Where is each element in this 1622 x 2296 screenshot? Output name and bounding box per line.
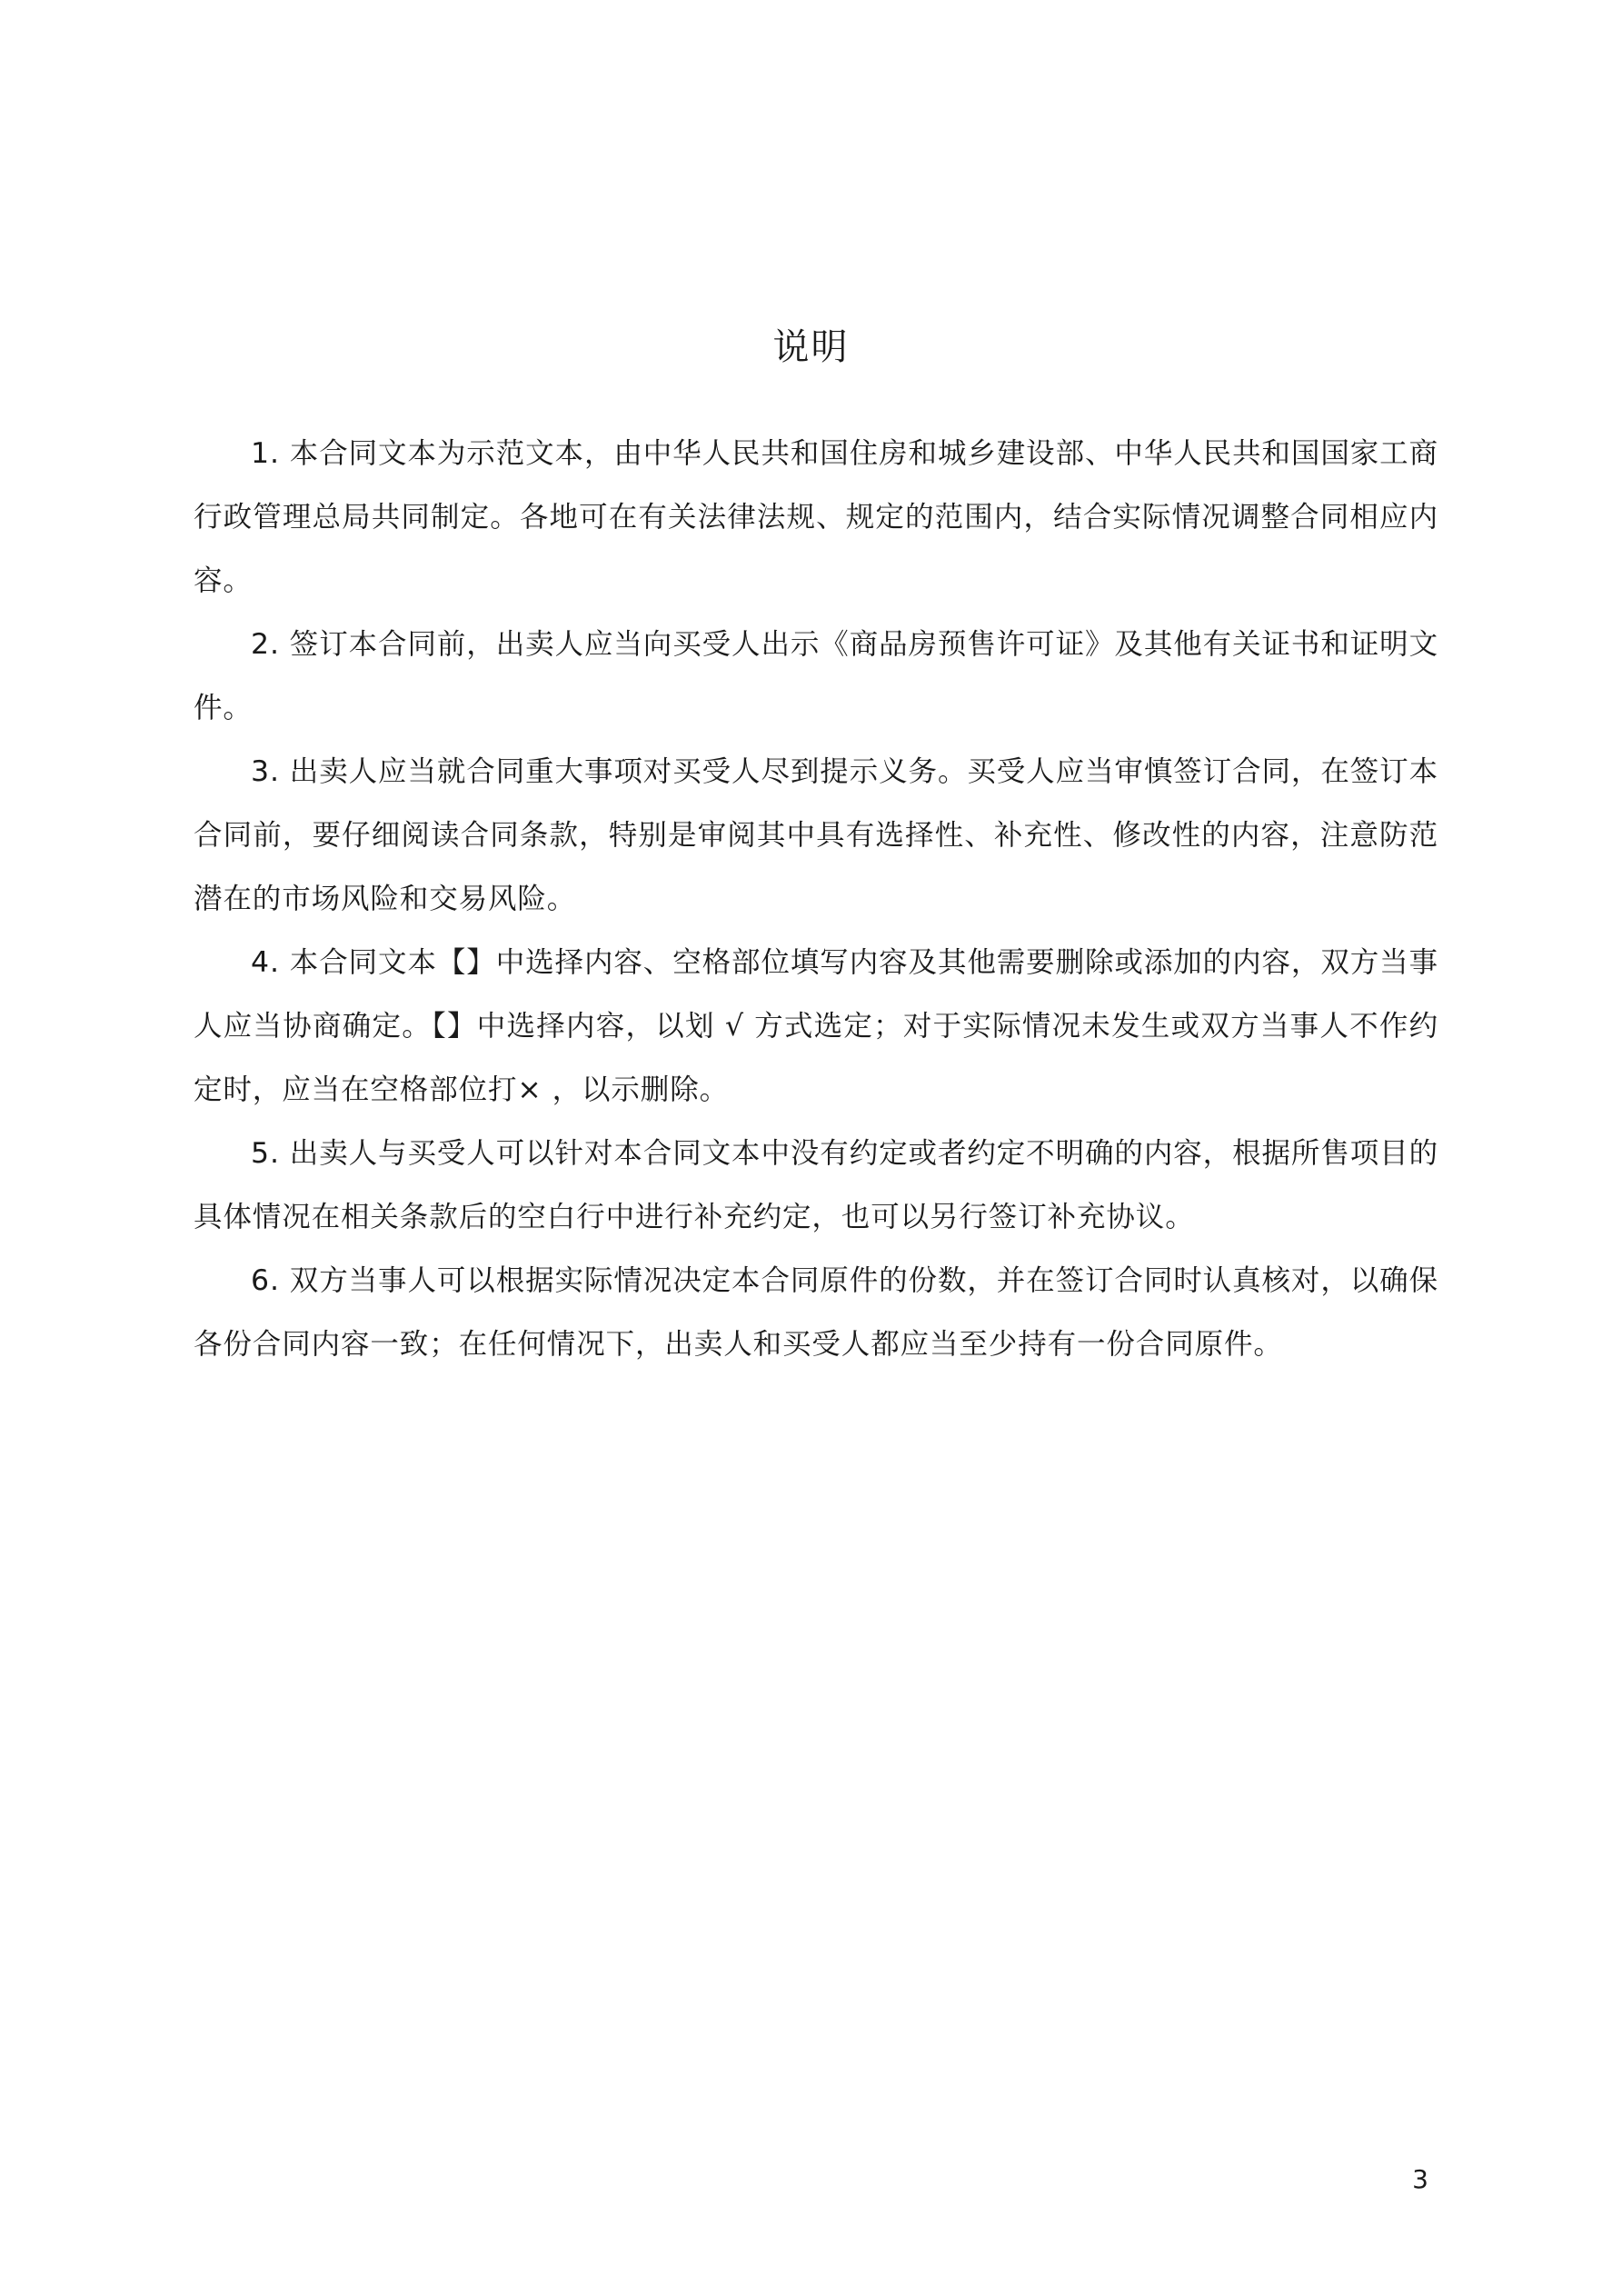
instructions-body [194,422,1438,1376]
paragraph-5: 5. 出卖人与买受人可以针对本合同文本中没有约定或者约定不明确的内容，根据所售项目的具体情况在相关条款后的空白行中进行补充约定，也可以另行签订补充协议。 [194,1137,1438,1233]
paragraph-6: 6. 双方当事人可以根据实际情况决定本合同原件的份数，并在签订合同时认真核对，以确保各份合同内容一致；在任何情况下，出卖人和买受人都应当至少持有一份合同原件。 [194,1264,1438,1361]
paragraph-2: 2. 签订本合同前，出卖人应当向买受人出示《商品房预售许可证》及其他有关证书和证明文件。 [194,628,1438,724]
page-title: 说明 [772,326,850,368]
paragraph-4: 4. 本合同文本【】中选择内容、空格部位填写内容及其他需要删除或添加的内容，双方当事人应当协商确定。【】中选择内容，以划 √ 方式选定；对于实际情况未发生或双方当事人不作约定时，应当在空格部位打× ，以示删除。 [194,946,1438,1106]
paragraph-3: 3. 出卖人应当就合同重大事项对买受人尽到提示义务。买受人应当审慎签订合同，在签订本合同前，要仔细阅读合同条款，特别是审阅其中具有选择性、补充性、修改性的内容，注意防范潜在的市场风险和交易风险。 [194,755,1438,915]
page-number: 3 [1412,2164,1428,2194]
paragraph-1: 1. 本合同文本为示范文本，由中华人民共和国住房和城乡建设部、中华人民共和国国家工商行政管理总局共同制定。各地可在有关法律法规、规定的范围内，结合实际情况调整合同相应内容。 [194,437,1438,597]
